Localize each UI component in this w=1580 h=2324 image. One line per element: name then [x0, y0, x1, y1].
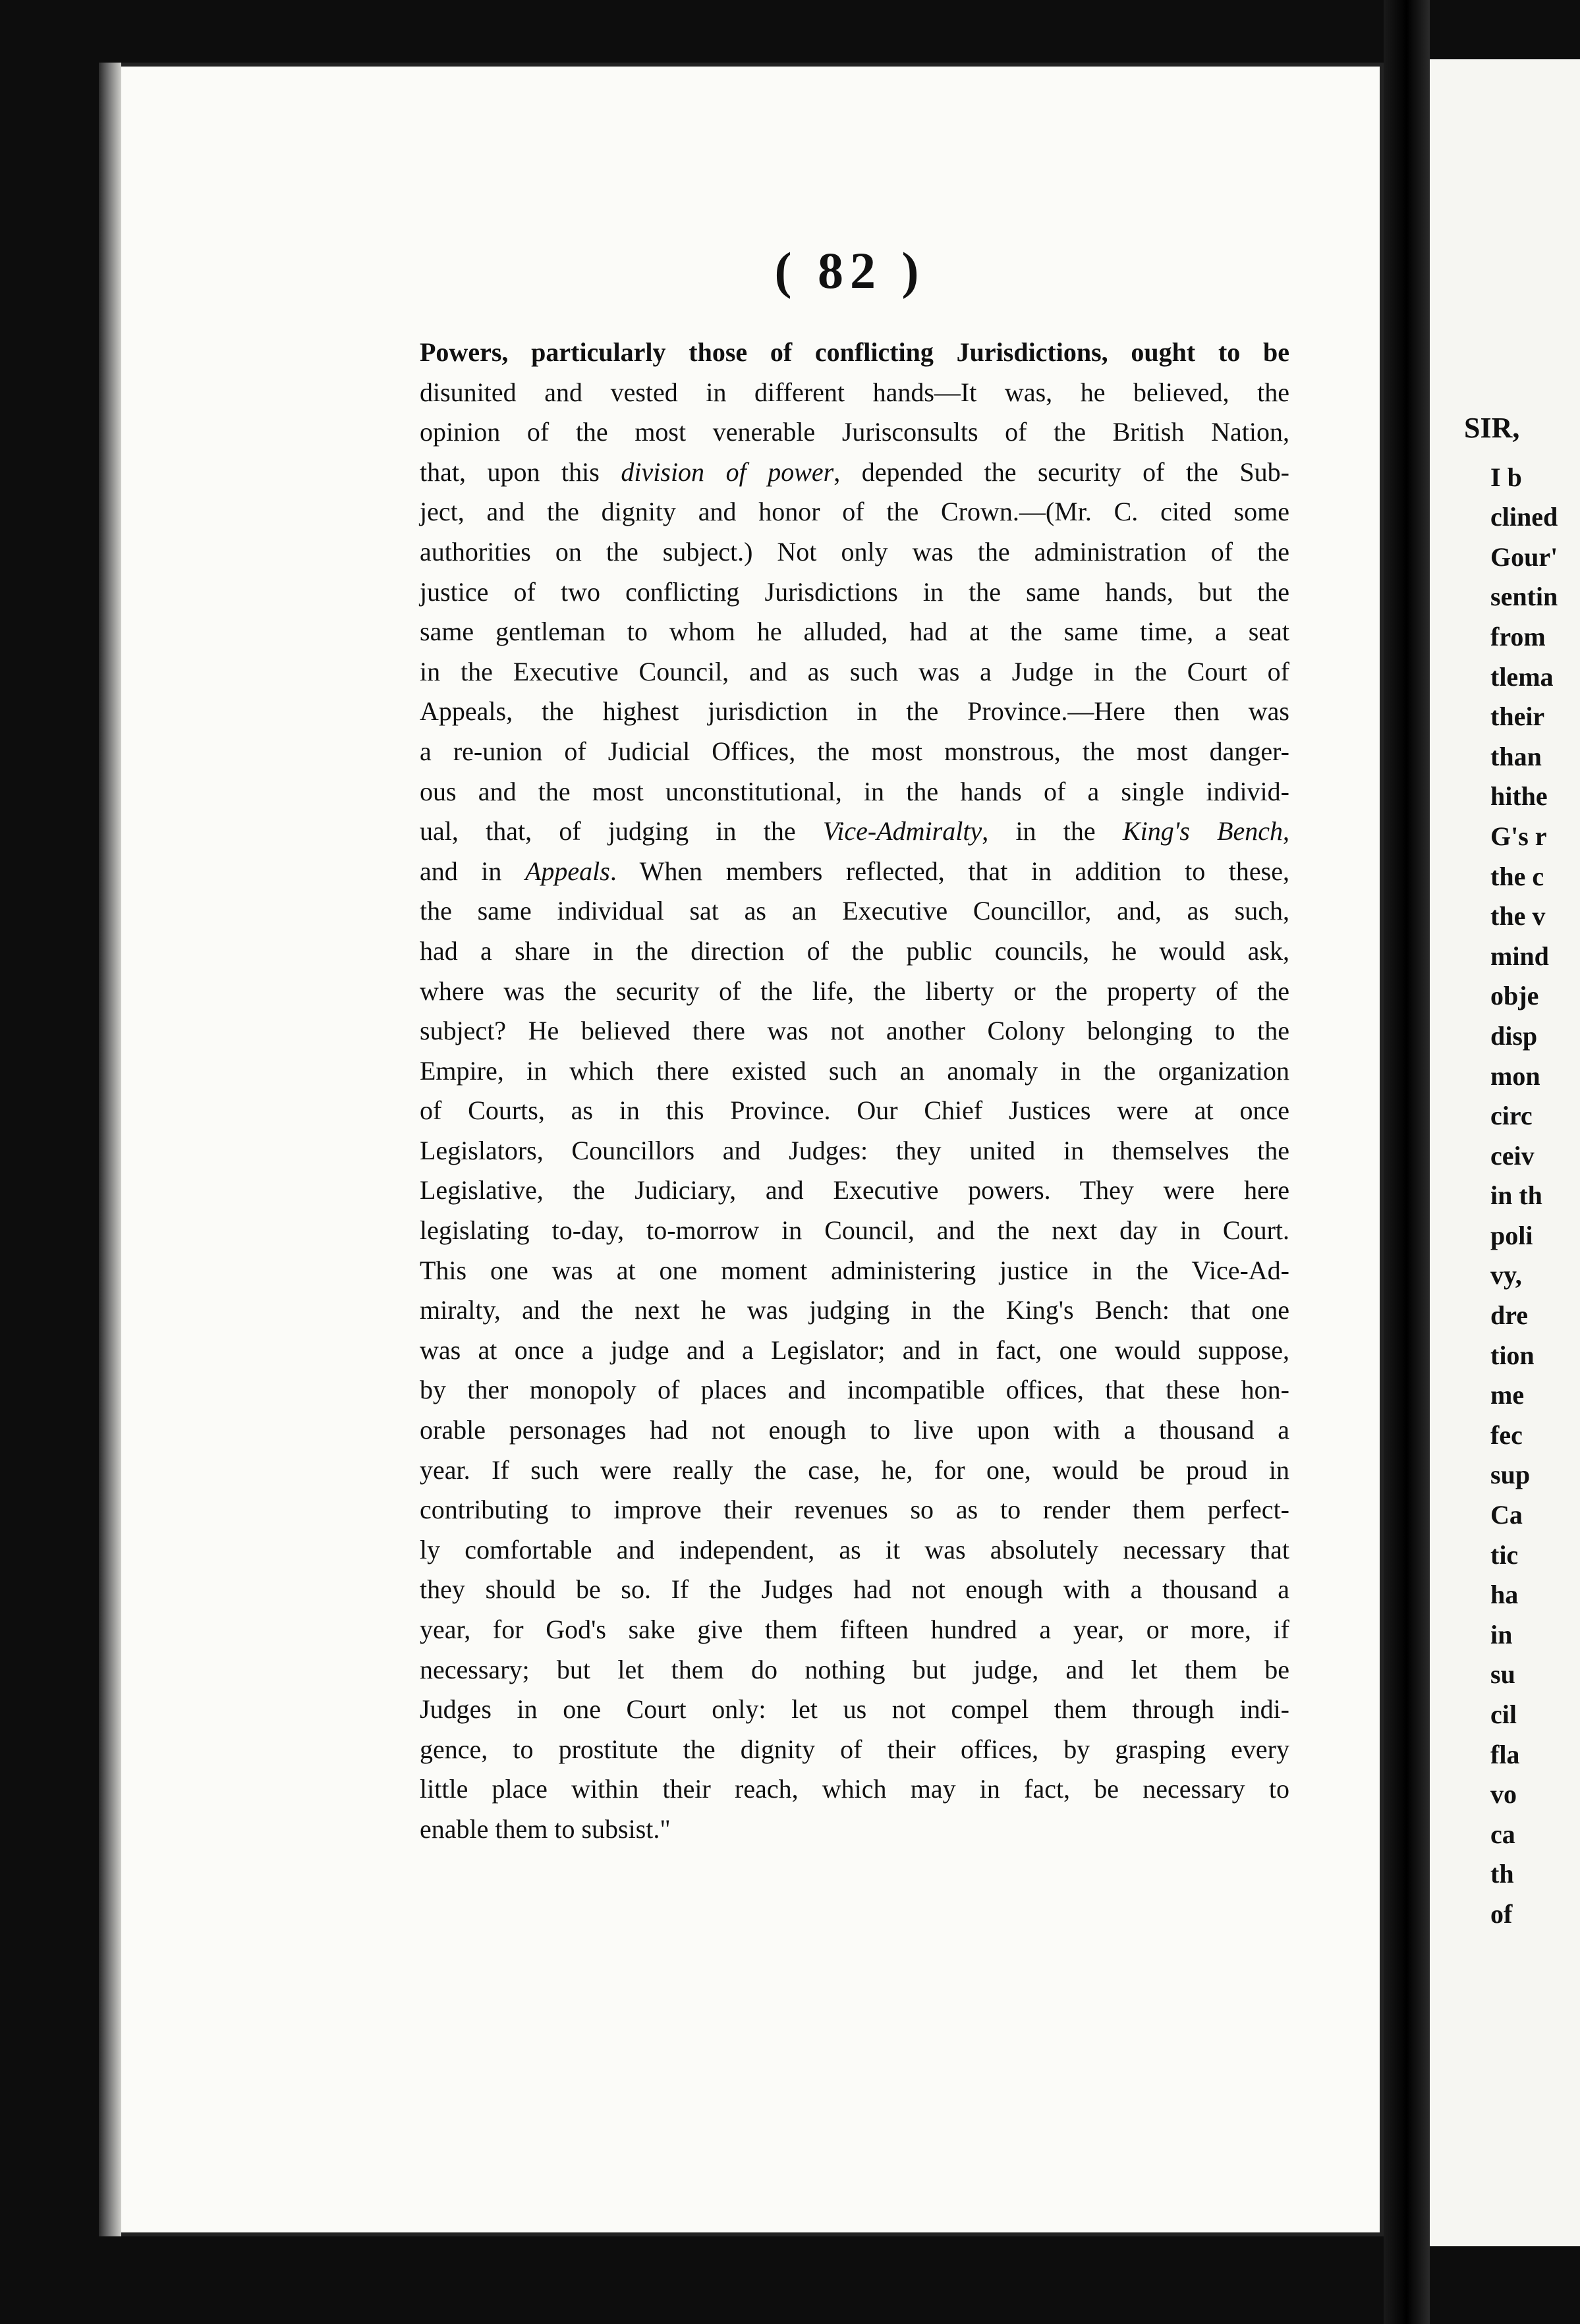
text-line: the same individual sat as an Executive Councillor, and, as such, — [420, 896, 1289, 926]
right-page-line: mind — [1490, 941, 1549, 971]
right-page-line: the c — [1490, 861, 1544, 891]
text-line: of Courts, as in this Province. Our Chief Justices were at once — [420, 1095, 1289, 1126]
right-page-line: I b — [1490, 462, 1522, 492]
right-page-line: th — [1490, 1859, 1514, 1889]
right-page-line: in — [1490, 1619, 1513, 1649]
text-line: gence, to prostitute the dignity of their offices, by grasping every — [420, 1734, 1289, 1764]
right-page-line: circ — [1490, 1101, 1533, 1131]
right-page-line: me — [1490, 1380, 1525, 1410]
right-page-line: their — [1490, 702, 1545, 732]
text-line: Powers, particularly those of conflicting Jurisdictions, ought to be — [420, 337, 1289, 367]
right-page-line: the v — [1490, 901, 1546, 931]
text-line: This one was at one moment administering justice in the Vice-Ad- — [420, 1255, 1289, 1285]
text-line: opinion of the most venerable Jurisconsults of the British Nation, — [420, 417, 1289, 447]
right-page-line: cil — [1490, 1700, 1517, 1729]
right-page-line: mon — [1490, 1061, 1540, 1091]
right-page-line: hithe — [1490, 781, 1548, 812]
right-page-line: su — [1490, 1659, 1515, 1690]
right-page-line: tlema — [1490, 661, 1554, 692]
right-page-line: sentin — [1490, 582, 1558, 612]
right-page-line: fla — [1490, 1739, 1520, 1769]
right-page-line: tion — [1490, 1340, 1535, 1370]
text-line: where was the security of the life, the liberty or the property of the — [420, 976, 1289, 1006]
right-page-line: vo — [1490, 1779, 1517, 1810]
right-page-text — [1464, 408, 1580, 1935]
text-line: Legislators, Councillors and Judges: they united in themselves the — [420, 1135, 1289, 1165]
text-line: orable personages had not enough to live upon with a thousand a — [420, 1415, 1289, 1445]
page-number: ( 82 ) — [774, 242, 926, 299]
text-line: little place within their reach, which may in fact, be necessary to — [420, 1774, 1289, 1804]
text-line: ly comfortable and independent, as it was absolutely necessary that — [420, 1534, 1289, 1564]
right-page-line: ca — [1490, 1819, 1515, 1849]
text-line: necessary; but let them do nothing but judge, and let them be — [420, 1654, 1289, 1684]
right-page-line: fec — [1490, 1420, 1523, 1450]
text-line: legislating to-day, to-morrow in Council, and the next day in Court. — [420, 1215, 1289, 1246]
text-line: year. If such were really the case, he, for one, would be proud in — [420, 1454, 1289, 1485]
text-line: and in Appeals. When members reflected, that in addition to these, — [420, 856, 1289, 886]
text-line: enable them to subsist." — [420, 1813, 671, 1844]
right-page-line: G's r — [1490, 821, 1547, 851]
text-line: a re-union of Judicial Offices, the most monstrous, the most danger- — [420, 736, 1289, 766]
right-page-fragment — [1430, 59, 1580, 2246]
book-gutter — [1384, 0, 1430, 2324]
text-line: year, for God's sake give them fifteen hundred a year, or more, if — [420, 1615, 1289, 1644]
right-page-line: disp — [1490, 1020, 1538, 1051]
right-page-line: Gour' — [1490, 541, 1558, 572]
text-line: Empire, in which there existed such an anomaly in the organization — [420, 1055, 1289, 1086]
body-text — [420, 333, 1289, 1850]
right-page-line: than — [1490, 741, 1542, 771]
text-line: Legislative, the Judiciary, and Executive powers. They were here — [420, 1175, 1289, 1205]
text-line: Appeals, the highest jurisdiction in the Province.—Here then was — [420, 696, 1289, 727]
right-page-line: Ca — [1490, 1500, 1523, 1530]
text-line: disunited and vested in different hands—It was, he believed, the — [420, 377, 1289, 407]
text-line: they should be so. If the Judges had not enough with a thousand a — [420, 1574, 1289, 1605]
right-page-line: tic — [1490, 1539, 1519, 1570]
right-page-line: ceiv — [1490, 1140, 1535, 1171]
text-line: subject? He believed there was not another Colony belonging to the — [420, 1016, 1289, 1046]
right-page-line: obje — [1490, 981, 1539, 1011]
text-line: contributing to improve their revenues so as to render them perfect- — [420, 1495, 1289, 1525]
text-line: justice of two conflicting Jurisdictions in the same hands, but the — [420, 576, 1289, 607]
right-page-line: poli — [1490, 1220, 1533, 1250]
text-line: ous and the most unconstitutional, in the hands of a single individ- — [420, 776, 1289, 806]
right-page-line: vy, — [1490, 1260, 1522, 1290]
right-page-line: in th — [1490, 1180, 1542, 1211]
text-line: that, upon this division of power, depended the security of the Sub- — [420, 456, 1289, 487]
right-page-line: SIR, — [1464, 412, 1520, 444]
right-page-line: clined — [1490, 502, 1558, 532]
text-line: same gentleman to whom he alluded, had at the same time, a seat — [420, 617, 1289, 647]
text-line: in the Executive Council, and as such was a Judge in the Court of — [420, 656, 1289, 686]
text-line: Judges in one Court only: let us not compel them through indi- — [420, 1694, 1289, 1725]
right-page-line: ha — [1490, 1580, 1519, 1610]
text-line: miralty, and the next he was judging in the King's Bench: that one — [420, 1295, 1289, 1325]
right-page-line: from — [1490, 621, 1546, 651]
text-line: was at once a judge and a Legislator; and in fact, one would suppose, — [420, 1335, 1289, 1365]
right-page-line: dre — [1490, 1300, 1529, 1331]
right-page-line: sup — [1490, 1460, 1531, 1490]
text-line: ual, that, of judging in the Vice-Admiralty, in the King's Bench, — [420, 816, 1290, 846]
text-line: authorities on the subject.) Not only was the administration of the — [420, 536, 1289, 567]
text-line: had a share in the direction of the public councils, he would ask, — [420, 935, 1289, 966]
right-page-line: of — [1490, 1898, 1513, 1929]
text-line: ject, and the dignity and honor of the Crown.—(Mr. C. cited some — [420, 497, 1289, 527]
text-line: by ther monopoly of places and incompatible offices, that these hon- — [420, 1375, 1289, 1405]
